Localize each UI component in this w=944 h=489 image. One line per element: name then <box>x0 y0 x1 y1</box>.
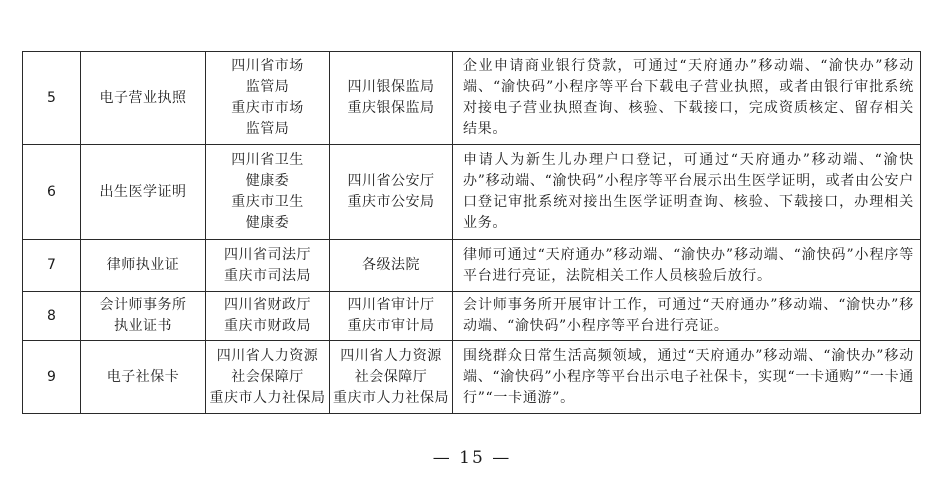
certificate-name: 会计师事务所 执业证书 <box>81 292 206 341</box>
issuing-department: 四川省财政厅 重庆市财政局 <box>206 292 330 341</box>
using-department: 四川省人力资源 社会保障厅 重庆市人力社保局 <box>330 341 453 414</box>
table-row <box>23 341 921 414</box>
certificate-name: 电子社保卡 <box>81 341 206 414</box>
row-number: 8 <box>23 292 81 341</box>
row-number: 7 <box>23 240 81 292</box>
table-row <box>23 145 921 240</box>
table-row <box>23 52 921 145</box>
issuing-department: 四川省人力资源 社会保障厅 重庆市人力社保局 <box>206 341 330 414</box>
certificate-table-container <box>22 51 920 414</box>
application-scenario: 企业申请商业银行贷款，可通过“天府通办”移动端、“渝快办”移动端、“渝快码”小程序等平台下载电子营业执照，或者由银行审批系统对接电子营业执照查询、核验、下载接口，完成资质核定、留存相关结果。 <box>453 52 921 145</box>
issuing-department: 四川省市场 监管局 重庆市市场 监管局 <box>206 52 330 145</box>
application-scenario: 会计师事务所开展审计工作，可通过“天府通办”移动端、“渝快办”移动端、“渝快码”小程序等平台进行亮证。 <box>453 292 921 341</box>
certificate-name: 电子营业执照 <box>81 52 206 145</box>
page-number: — 15 — <box>432 448 512 468</box>
application-scenario: 围绕群众日常生活高频领域，通过“天府通办”移动端、“渝快办”移动端、“渝快码”小程序等平台出示电子社保卡，实现“一卡通购”“一卡通行”“一卡通游”。 <box>453 341 921 414</box>
certificate-name: 出生医学证明 <box>81 145 206 240</box>
application-scenario: 律师可通过“天府通办”移动端、“渝快办”移动端、“渝快码”小程序等平台进行亮证，法院相关工作人员核验后放行。 <box>453 240 921 292</box>
issuing-department: 四川省司法厅 重庆市司法局 <box>206 240 330 292</box>
using-department: 各级法院 <box>330 240 453 292</box>
row-number: 9 <box>23 341 81 414</box>
table-row <box>23 240 921 292</box>
row-number: 6 <box>23 145 81 240</box>
table-row <box>23 292 921 341</box>
using-department: 四川省公安厅 重庆市公安局 <box>330 145 453 240</box>
certificate-table <box>22 51 921 414</box>
application-scenario: 申请人为新生儿办理户口登记，可通过“天府通办”移动端、“渝快办”移动端、“渝快码”小程序等平台展示出生医学证明，或者由公安户口登记审批系统对接出生医学证明查询、核验、下载接口，办理相关业务。 <box>453 145 921 240</box>
certificate-name: 律师执业证 <box>81 240 206 292</box>
issuing-department: 四川省卫生 健康委 重庆市卫生 健康委 <box>206 145 330 240</box>
using-department: 四川省审计厅 重庆市审计局 <box>330 292 453 341</box>
using-department: 四川银保监局 重庆银保监局 <box>330 52 453 145</box>
row-number: 5 <box>23 52 81 145</box>
